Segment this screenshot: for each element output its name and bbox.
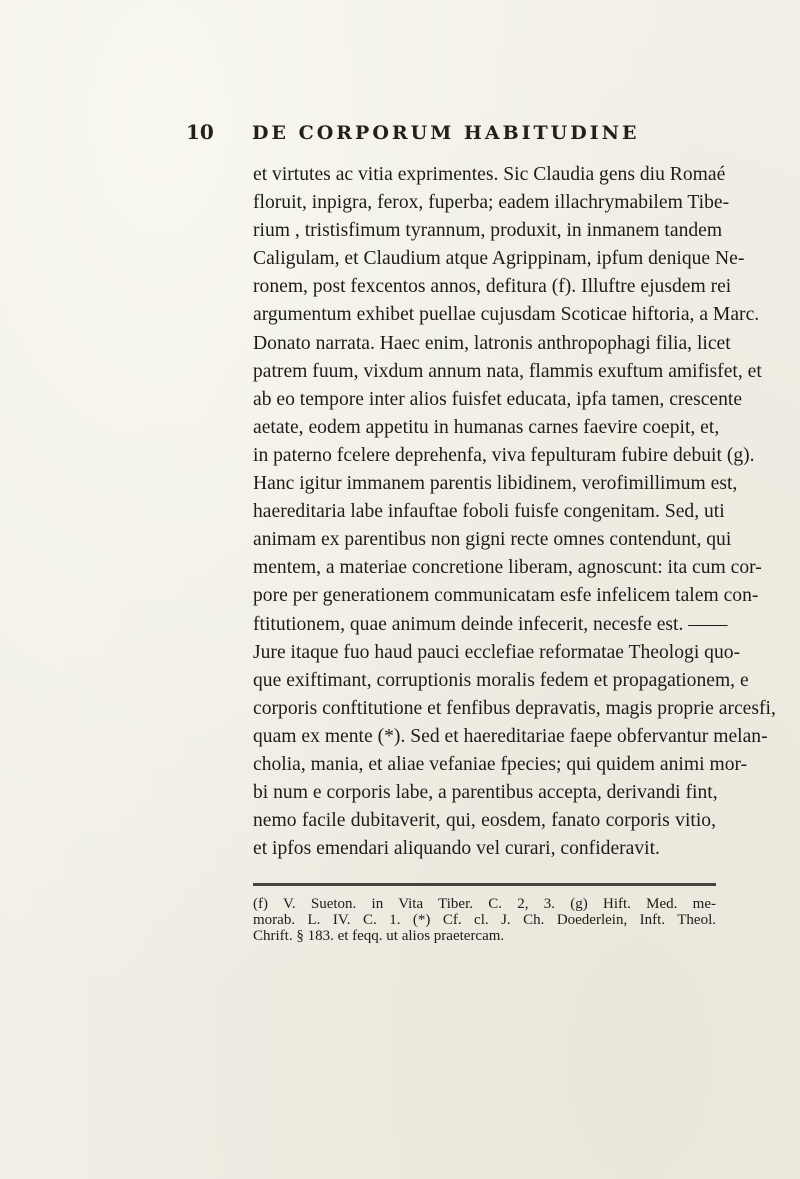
footnotes-block xyxy=(253,896,716,944)
footnote-line: Chrift. § 183. et feqq. ut alios praetercam. xyxy=(253,928,505,944)
text-line: ronem, post fexcentos annos, defitura (f). Illuftre ejusdem rei xyxy=(253,276,732,298)
text-line: Hanc igitur immanem parentis libidinem, verofimillimum est, xyxy=(253,473,738,495)
text-line: et ipfos emendari aliquando vel curari, confideravit. xyxy=(253,838,660,860)
text-line: quam ex mente (*). Sed et haereditariae faepe obfervantur melan- xyxy=(253,725,768,747)
page-number: 10 xyxy=(186,120,214,144)
text-line: bi num e corporis labe, a parentibus accepta, derivandi fint, xyxy=(253,782,718,804)
text-line: corporis conftitutione et fenfibus depravatis, magis proprie arcesfi, xyxy=(253,697,776,719)
text-line: ftitutionem, quae animum deinde infecerit, necesfe est. —— xyxy=(253,613,728,635)
main-text-block xyxy=(253,161,776,863)
text-line: pore per generationem communicatam esfe infelicem talem con- xyxy=(253,585,759,607)
text-line: Donato narrata. Haec enim, latronis anthropophagi filia, licet xyxy=(253,332,731,354)
running-title: DE CORPORUM HABITUDINE xyxy=(252,122,640,144)
footnote-line: (f) V. Sueton. in Vita Tiber. C. 2, 3. (g) Hift. Med. me- xyxy=(253,896,716,912)
text-line: animam ex parentibus non gigni recte omnes contendunt, qui xyxy=(253,529,732,551)
text-line: mentem, a materiae concretione liberam, agnoscunt: ita cum cor- xyxy=(253,557,762,579)
text-line: in paterno fcelere deprehenfa, viva fepulturam fubire debuit (g). xyxy=(253,444,755,466)
text-line: patrem fuum, vixdum annum nata, flammis exuftum amifisfet, et xyxy=(253,360,762,382)
text-line: rium , tristisfimum tyrannum, produxit, in inmanem tandem xyxy=(253,220,723,242)
text-line: Jure itaque fuo haud pauci ecclefiae reformatae Theologi quo- xyxy=(253,641,741,663)
text-line: aetate, eodem appetitu in humanas carnes faevire coepit, et, xyxy=(253,416,720,438)
text-line: floruit, inpigra, ferox, fuperba; eadem illachrymabilem Tibe- xyxy=(253,192,730,214)
text-line: nemo facile dubitaverit, qui, eosdem, fanato corporis vitio, xyxy=(253,810,716,832)
text-line: que exiftimant, corruptionis moralis fedem et propagationem, e xyxy=(253,669,749,691)
text-line: argumentum exhibet puellae cujusdam Scoticae hiftoria, a Marc. xyxy=(253,304,760,326)
text-line: et virtutes ac vitia exprimentes. Sic Claudia gens diu Romaé xyxy=(253,164,726,185)
footnote-line: morab. L. IV. C. 1. (*) Cf. cl. J. Ch. Doederlein, Inft. Theol. xyxy=(253,912,716,928)
text-line: ab eo tempore inter alios fuisfet educata, ipfa tamen, crescente xyxy=(253,388,743,410)
text-line: Caligulam, et Claudium atque Agrippinam, ipfum denique Ne- xyxy=(253,248,745,270)
text-line: haereditaria labe infauftae foboli fuisfe congenitam. Sed, uti xyxy=(253,501,725,523)
footnote-rule xyxy=(253,883,716,886)
text-line: cholia, mania, et aliae vefaniae fpecies; qui quidem animi mor- xyxy=(253,753,748,775)
